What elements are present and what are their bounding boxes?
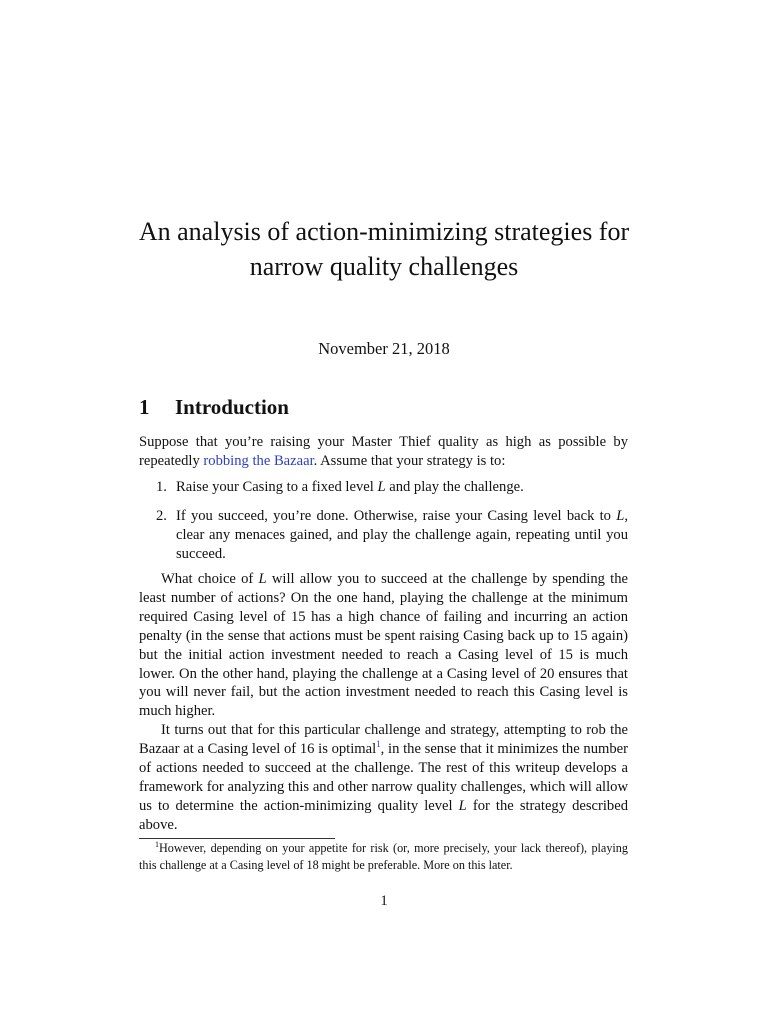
intro-text-end: . Assume that your strategy is to:	[313, 452, 506, 469]
document-title	[100, 214, 668, 284]
list-marker: 1.	[156, 479, 167, 495]
paragraph-optimal-level	[139, 721, 628, 834]
footnote-mark: 1	[155, 839, 159, 849]
paragraph-text: will allow you to succeed at the challenge by spending the least number of actions? On the one hand, playing the challenge at the minimum required Casing level of 15 has a high chance of failing and incurring an action penalty (in the sense that actions must be spent raising Casing back up to 15 again) but the initial action investment needed to reach a Casing level of 15 is much lower. On the other hand, playing the challenge at a Casing level of 20 ensures that you will never fail, but the action investment needed to reach this Casing level is much higher.	[139, 571, 628, 720]
section-number: 1	[139, 395, 150, 419]
list-marker: 2.	[156, 507, 167, 524]
paragraph-text: What choice of	[161, 571, 259, 587]
paragraph-text: It turns out that for this particular challenge and strategy, attempting to rob the Bazaar at a Casing level of 16 is optimal	[139, 722, 628, 758]
title-line-1: An analysis of action-minimizing strategies for	[138, 217, 630, 246]
list-item-text: Raise your Casing to a fixed level	[176, 479, 378, 495]
main-paragraphs	[139, 570, 628, 835]
list-item-text: If you succeed, you’re done. Otherwise, raise your Casing level back to	[176, 507, 617, 524]
strategy-list-item	[139, 507, 628, 564]
section-title: Introduction	[175, 395, 289, 419]
title-line-2: narrow quality challenges	[249, 252, 519, 281]
list-item-text: and play the challenge.	[385, 479, 524, 495]
footnote	[139, 840, 628, 873]
intro-text-start: Suppose that you’re raising your Master Thief quality as high as possible by repeatedly	[139, 434, 628, 469]
variable-L: L	[616, 507, 625, 524]
list-item-text: , clear any menaces gained, and play the challenge again, repeating until you succeed.	[176, 507, 628, 562]
paragraph-text: for the strategy described above.	[139, 797, 628, 833]
section-heading-introduction	[139, 394, 289, 420]
footnote-reference-link[interactable]: 1	[376, 739, 381, 750]
document-date: November 21, 2018	[318, 339, 450, 358]
footnote-divider	[139, 838, 335, 839]
strategy-list	[139, 478, 628, 564]
intro-paragraph	[139, 433, 628, 471]
page-number: 1	[380, 893, 388, 909]
footnote-text: However, depending on your appetite for risk (or, more precisely, your lack thereof), playing this challenge at a Casing level of 18 might be preferable. More on this later.	[139, 841, 628, 872]
robbing-the-bazaar-link[interactable]: robbing the Bazaar	[203, 452, 314, 469]
variable-L: L	[377, 479, 386, 495]
variable-L: L	[258, 571, 267, 587]
strategy-list-item	[139, 478, 628, 497]
variable-L: L	[458, 797, 467, 814]
paragraph-choice-of-L	[139, 570, 628, 721]
paragraph-text: , in the sense that it minimizes the number of actions needed to succeed at the challenge. The rest of this writeup develops a framework for analyzing this and other narrow quality challenges, which will allow us to determine the action-minimizing quality level	[139, 741, 628, 814]
